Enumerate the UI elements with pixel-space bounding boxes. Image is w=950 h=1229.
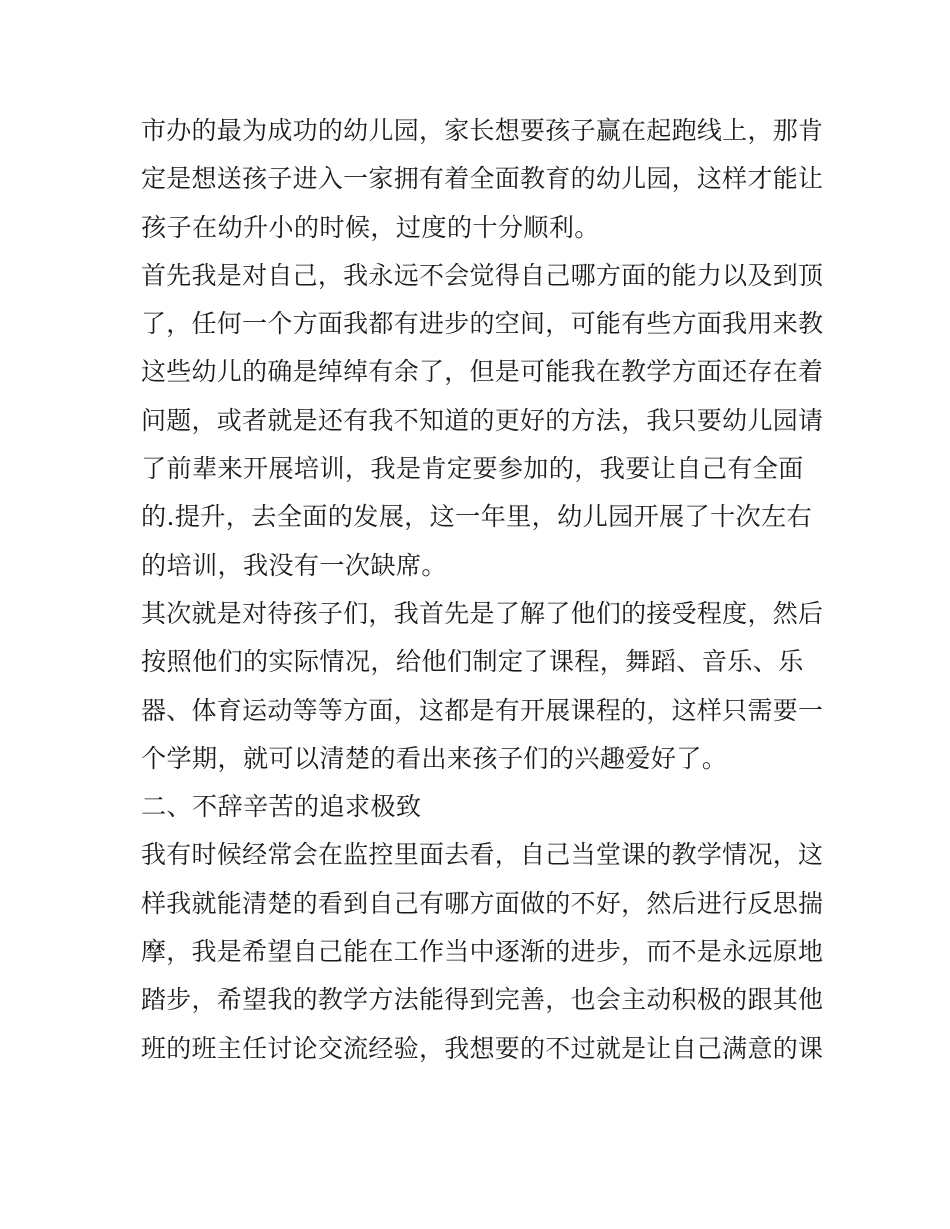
text-line: 踏步，希望我的教学方法能得到完善，也会主动积极的跟其他 <box>141 985 824 1015</box>
text-line: 摩，我是希望自己能在工作当中逐渐的进步，而不是永远原地 <box>141 937 824 967</box>
text-line: 的.提升，去全面的发展，这一年里，幼儿园开展了十次左右 <box>141 502 812 532</box>
text-line: 问题，或者就是还有我不知道的更好的方法，我只要幼儿园请 <box>141 405 824 435</box>
text-line: 市办的最为成功的幼儿园，家长想要孩子赢在起跑线上，那肯 <box>141 116 824 145</box>
text-line: 器、体育运动等等方面，这都是有开展课程的，这样只需要一 <box>141 695 824 725</box>
text-line: 定是想送孩子进入一家拥有着全面教育的幼儿园，这样才能让 <box>141 164 824 194</box>
text-line: 个学期，就可以清楚的看出来孩子们的兴趣爱好了。 <box>141 743 728 773</box>
text-line: 的培训，我没有一次缺席。 <box>141 550 447 580</box>
text-line: 孩子在幼升小的时候，过度的十分顺利。 <box>141 212 600 242</box>
text-line: 了前辈来开展培训，我是肯定要参加的，我要让自己有全面 <box>141 454 804 484</box>
section-heading: 二、不辞辛苦的追求极致 <box>141 792 422 822</box>
text-line: 班的班主任讨论交流经验，我想要的不过就是让自己满意的课 <box>141 1033 824 1063</box>
text-line: 其次就是对待孩子们，我首先是了解了他们的接受程度，然后 <box>141 598 824 628</box>
text-line: 首先我是对自己，我永远不会觉得自己哪方面的能力以及到顶 <box>141 260 824 290</box>
document-body <box>141 107 824 1073</box>
text-line: 样我就能清楚的看到自己有哪方面做的不好，然后进行反思揣 <box>141 888 824 918</box>
text-line: 了，任何一个方面我都有进步的空间，可能有些方面我用来教 <box>141 309 824 339</box>
text-line: 这些幼儿的确是绰绰有余了，但是可能我在教学方面还存在着 <box>141 357 824 387</box>
text-line: 我有时候经常会在监控里面去看，自己当堂课的教学情况，这 <box>141 840 824 870</box>
text-line: 按照他们的实际情况，给他们制定了课程，舞蹈、音乐、乐 <box>141 647 804 677</box>
